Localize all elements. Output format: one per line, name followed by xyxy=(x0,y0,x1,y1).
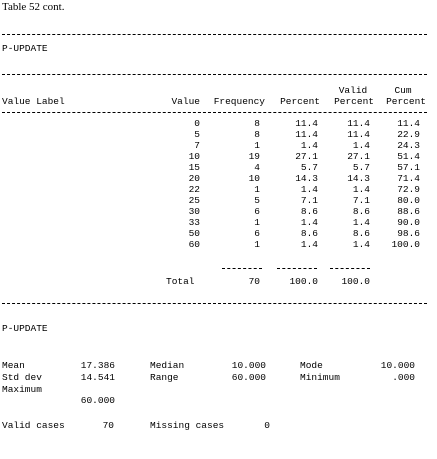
cell-valid-percent: 11.4 xyxy=(347,118,370,129)
cell-percent: 1.4 xyxy=(300,140,318,151)
cell-percent: 14.3 xyxy=(295,173,318,184)
cell-value: 7 xyxy=(194,140,200,151)
maximum-label: Maximum xyxy=(2,384,42,395)
header-valid-top: Valid xyxy=(338,85,368,96)
cell-valid-percent: 8.6 xyxy=(352,228,370,239)
total-frequency: 70 xyxy=(248,276,260,287)
table-row xyxy=(0,129,437,140)
cell-cum-percent: 51.4 xyxy=(397,151,420,162)
cell-percent: 1.4 xyxy=(300,239,318,250)
divider-header-top xyxy=(2,74,427,75)
valid-cases-value: 70 xyxy=(102,420,114,431)
missing-cases-label: Missing cases xyxy=(150,420,225,431)
cell-frequency: 6 xyxy=(254,228,260,239)
cell-value: 0 xyxy=(194,118,200,129)
cell-percent: 11.4 xyxy=(295,129,318,140)
cell-frequency: 4 xyxy=(254,162,260,173)
cell-cum-percent: 57.1 xyxy=(397,162,420,173)
cell-value: 33 xyxy=(188,217,200,228)
cell-cum-percent: 98.6 xyxy=(397,228,420,239)
cell-cum-percent: 71.4 xyxy=(397,173,420,184)
mode-label: Mode xyxy=(300,360,323,371)
table-row xyxy=(0,173,437,184)
cell-frequency: 1 xyxy=(254,184,260,195)
table-row xyxy=(0,217,437,228)
cell-value: 30 xyxy=(188,206,200,217)
header-frequency: Frequency xyxy=(213,96,265,107)
header-value: Value xyxy=(171,96,200,107)
valid-cases-label: Valid cases xyxy=(2,420,65,431)
cell-frequency: 5 xyxy=(254,195,260,206)
cell-value: 10 xyxy=(188,151,200,162)
table-row xyxy=(0,206,437,217)
cell-percent: 11.4 xyxy=(295,118,318,129)
table-row xyxy=(0,239,437,250)
cell-value: 15 xyxy=(188,162,200,173)
cell-frequency: 8 xyxy=(254,129,260,140)
total-row xyxy=(0,276,437,287)
header-cum-percent: Percent xyxy=(386,96,426,107)
table-row xyxy=(0,140,437,151)
divider-header-bottom xyxy=(2,112,427,113)
header-cum-top: Cum xyxy=(394,85,412,96)
stddev-value: 14.541 xyxy=(80,372,115,383)
percent-total-underline xyxy=(277,268,317,269)
cell-cum-percent: 100.0 xyxy=(391,239,420,250)
cell-value: 5 xyxy=(194,129,200,140)
header-percent: Percent xyxy=(280,96,320,107)
cell-cum-percent: 88.6 xyxy=(397,206,420,217)
cell-frequency: 1 xyxy=(254,140,260,151)
cell-percent: 27.1 xyxy=(295,151,318,162)
cell-cum-percent: 22.9 xyxy=(397,129,420,140)
cell-value: 50 xyxy=(188,228,200,239)
divider-top xyxy=(2,34,427,35)
cell-cum-percent: 80.0 xyxy=(397,195,420,206)
valid-total-underline xyxy=(330,268,370,269)
cell-frequency: 1 xyxy=(254,217,260,228)
range-label: Range xyxy=(150,372,179,383)
cell-valid-percent: 27.1 xyxy=(347,151,370,162)
cell-valid-percent: 1.4 xyxy=(352,239,370,250)
cell-valid-percent: 1.4 xyxy=(352,217,370,228)
mode-value: 10.000 xyxy=(380,360,415,371)
cell-percent: 7.1 xyxy=(300,195,318,206)
cell-value: 60 xyxy=(188,239,200,250)
header-value-label: Value Label xyxy=(2,96,65,107)
table-row xyxy=(0,228,437,239)
maximum-value: 60.000 xyxy=(80,395,115,406)
section-title: P-UPDATE xyxy=(2,43,48,54)
cell-frequency: 19 xyxy=(248,151,260,162)
table-row xyxy=(0,118,437,129)
cell-cum-percent: 90.0 xyxy=(397,217,420,228)
cell-valid-percent: 8.6 xyxy=(352,206,370,217)
cell-valid-percent: 5.7 xyxy=(352,162,370,173)
cell-percent: 5.7 xyxy=(300,162,318,173)
cell-cum-percent: 24.3 xyxy=(397,140,420,151)
range-value: 60.000 xyxy=(231,372,266,383)
stddev-label: Std dev xyxy=(2,372,42,383)
table-row xyxy=(0,184,437,195)
cell-percent: 1.4 xyxy=(300,217,318,228)
cell-percent: 8.6 xyxy=(300,206,318,217)
table-row xyxy=(0,195,437,206)
cell-valid-percent: 1.4 xyxy=(352,140,370,151)
cell-frequency: 1 xyxy=(254,239,260,250)
divider-stats xyxy=(2,303,427,304)
minimum-label: Minimum xyxy=(300,372,340,383)
total-valid-percent: 100.0 xyxy=(341,276,370,287)
cell-valid-percent: 11.4 xyxy=(347,129,370,140)
total-label: Total xyxy=(166,276,195,287)
cell-cum-percent: 11.4 xyxy=(397,118,420,129)
cell-frequency: 8 xyxy=(254,118,260,129)
missing-cases-value: 0 xyxy=(264,420,270,431)
median-label: Median xyxy=(150,360,185,371)
cell-value: 22 xyxy=(188,184,200,195)
mean-label: Mean xyxy=(2,360,25,371)
table-caption: Table 52 cont. xyxy=(2,1,65,13)
table-row xyxy=(0,151,437,162)
cell-valid-percent: 7.1 xyxy=(352,195,370,206)
total-percent: 100.0 xyxy=(289,276,318,287)
cell-cum-percent: 72.9 xyxy=(397,184,420,195)
cell-percent: 1.4 xyxy=(300,184,318,195)
mean-value: 17.386 xyxy=(80,360,115,371)
header-valid-percent: Percent xyxy=(334,96,374,107)
cell-frequency: 6 xyxy=(254,206,260,217)
cell-valid-percent: 14.3 xyxy=(347,173,370,184)
cell-value: 25 xyxy=(188,195,200,206)
cell-percent: 8.6 xyxy=(300,228,318,239)
frequency-total-underline xyxy=(222,268,262,269)
minimum-value: .000 xyxy=(392,372,415,383)
cell-frequency: 10 xyxy=(248,173,260,184)
cell-valid-percent: 1.4 xyxy=(352,184,370,195)
table-row xyxy=(0,162,437,173)
stats-title: P-UPDATE xyxy=(2,323,48,334)
median-value: 10.000 xyxy=(231,360,266,371)
cell-value: 20 xyxy=(188,173,200,184)
